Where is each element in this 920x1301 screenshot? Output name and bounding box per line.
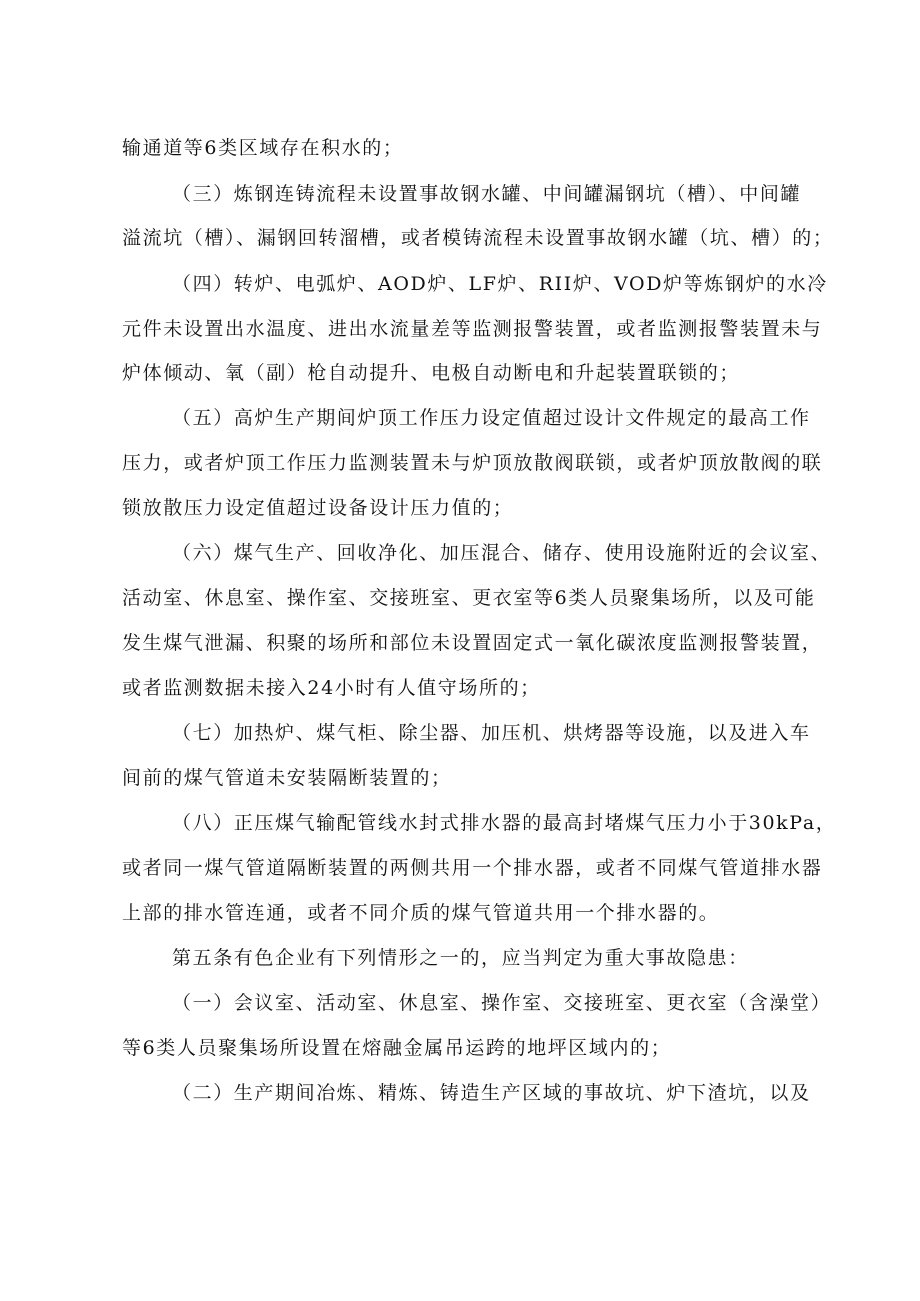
text-line: 元件未设置出水温度、进出水流量差等监测报警装置，或者监测报警装置未与	[122, 318, 823, 340]
text-line: 间前的煤气管道未安装隔断装置的；	[122, 767, 452, 789]
text-line: （一）会议室、活动室、休息室、操作室、交接班室、更衣室（含澡堂）	[172, 992, 832, 1014]
text-line: （八）正压煤气输配管线水封式排水器的最高封堵煤气压力小于30kPa，	[172, 812, 837, 834]
text-line: 或者监测数据未接入24小时有人值守场所的；	[122, 677, 541, 699]
text-line: 等6类人员聚集场所设置在熔融金属吊运跨的地坪区域内的；	[122, 1037, 672, 1059]
text-line: （四）转炉、电弧炉、AOD炉、LF炉、RII炉、VOD炉等炼钢炉的水冷	[172, 273, 828, 295]
text-line: 溢流坑（槽）、漏钢回转溜槽，或者模铸流程未设置事故钢水罐（坑、槽）的；	[122, 227, 834, 249]
text-line: 活动室、休息室、操作室、交接班室、更衣室等6类人员聚集场所，以及可能	[122, 587, 816, 609]
text-line: 锁放散压力设定值超过设备设计压力值的；	[122, 497, 514, 519]
text-line: 或者同一煤气管道隔断装置的两侧共用一个排水器，或者不同煤气管道排水器	[122, 857, 823, 879]
text-line: 第五条有色企业有下列情形之一的，应当判定为重大事故隐患：	[172, 947, 749, 969]
text-line: （五）高炉生产期间炉顶工作压力设定值超过设计文件规定的最高工作	[172, 407, 811, 429]
text-line: （二）生产期间冶炼、精炼、铸造生产区域的事故坑、炉下渣坑，以及	[172, 1082, 811, 1104]
text-line: 输通道等6类区域存在积水的；	[122, 137, 404, 159]
text-line: 压力，或者炉顶工作压力监测装置未与炉顶放散阀联锁，或者炉顶放散阀的联	[122, 452, 823, 474]
text-line: 炉体倾动、氧（副）枪自动提升、电极自动断电和升起装置联锁的；	[122, 362, 741, 384]
text-line: （三）炼钢连铸流程未设置事故钢水罐、中间罐漏钢坑（槽）、中间罐	[172, 183, 802, 205]
text-line: （六）煤气生产、回收净化、加压混合、储存、使用设施附近的会议室、	[172, 542, 832, 564]
text-line: 发生煤气泄漏、积聚的场所和部位未设置固定式一氧化碳浓度监测报警装置，	[122, 632, 823, 654]
text-line: 上部的排水管连通，或者不同介质的煤气管道共用一个排水器的。	[122, 902, 720, 924]
text-line: （七）加热炉、煤气柜、除尘器、加压机、烘烤器等设施，以及进入车	[172, 722, 811, 744]
